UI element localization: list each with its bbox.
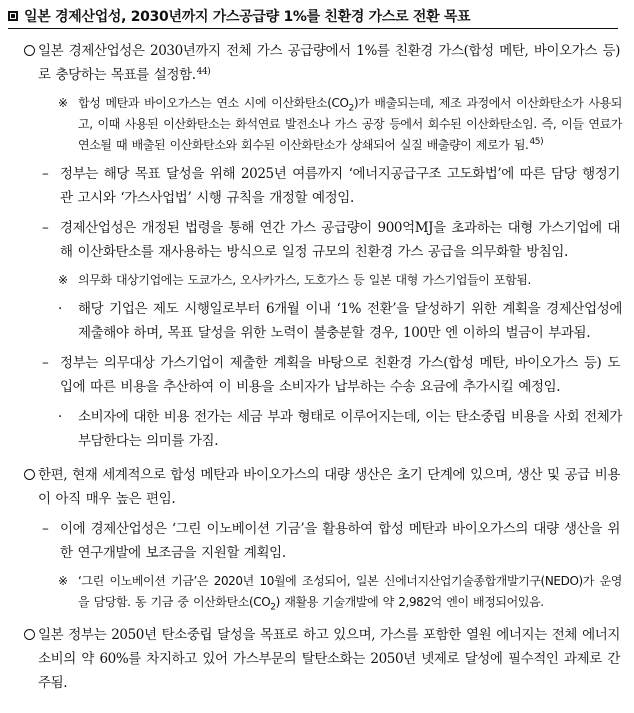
circle-bullet-icon: [24, 469, 35, 480]
square-bullet-icon: [8, 11, 18, 21]
footnote-ref: 44): [196, 66, 211, 77]
note-marker: ※: [58, 273, 68, 287]
note-text: 의무화 대상기업에는 도쿄가스, 오사카가스, 도호가스 등 일본 대형 가스기업들이 포함됨.: [78, 273, 531, 287]
dot-marker: ·: [58, 409, 62, 425]
dot-text: 소비자에 대한 비용 전가는 세금 부과 형태로 이루어지는데, 이는 탄소중립 비용을 사회 전체가 부담한다는 의미를 가짐.: [78, 409, 622, 449]
dash-marker: –: [42, 220, 49, 236]
bullet-item: [8, 463, 626, 511]
heading-underline: [8, 28, 618, 29]
dash-text: 정부는 해당 목표 달성을 위해 2025년 여름까지 ‘에너지공급구조 고도화법’에 따른 담당 행정기관 고시와 ‘가스사업법’ 시행 규칙을 개정할 예정임.: [60, 166, 620, 206]
note-marker: ※: [58, 574, 68, 588]
dash-marker: –: [42, 355, 49, 371]
dash-item: [8, 351, 626, 399]
dash-marker: –: [42, 521, 49, 537]
dot-item: [8, 297, 626, 345]
note-item: [8, 93, 626, 156]
note-text: ‘그린 이노베이션 기금’은 2020년 10월에 조성되어, 일본 신에너지산업기술종합개발기구(NEDO)가 운영을 담당함. 동 기금 중 이산화탄소$(CO_2)$ 재활용 기술개발에 약 2,982억 엔이 배정되어있음.: [78, 574, 622, 613]
dash-text: 경제산업성은 개정된 법령을 통해 연간 가스 공급량이 900억MJ을 초과하는 대형 가스기업에 대해 이산화탄소를 재사용하는 방식으로 일정 규모의 친환경 가스 공급을 의무화할 방침임.: [60, 220, 620, 260]
note-marker: ※: [58, 96, 68, 110]
note-item: [8, 571, 626, 613]
footnote-ref: 45): [529, 137, 544, 147]
dot-text: 해당 기업은 제도 시행일로부터 6개월 이내 ‘1% 전환’을 달성하기 위한 계획을 경제산업성에 제출해야 하며, 목표 달성을 위한 노력이 불충분할 경우, 100만 엔 이하의 벌금이 부과됨.: [78, 301, 622, 341]
note-text: 합성 메탄과 바이오가스는 연소 시에 이산화탄소$(CO_2)$가 배출되는데, 제조 과정에서 이산화탄소가 사용되고, 이때 사용된 이산화탄소는 화석연료 발전소나 가스 공장 등에서 회수된 이산화탄소임. 즉, 이들 연료가 연소될 때 배출된 이산화탄소와 회수된 이산화탄소가 상쇄되어 실질 배출량이 제로가 됨.$^{45)}$: [78, 96, 622, 152]
section-heading-text: 일본 경제산업성, 2030년까지 가스공급량 1%를 친환경 가스로 전환 목표: [24, 9, 471, 25]
dot-item: [8, 405, 626, 453]
dash-text: 정부는 의무대상 가스기업이 제출한 계획을 바탕으로 친환경 가스(합성 메탄, 바이오가스 등) 도입에 따른 비용을 추산하여 이 비용을 소비자가 납부하는 수송 요금에 추가시킬 예정임.: [60, 355, 620, 395]
bullet-text: 일본 정부는 2050년 탄소중립 달성을 목표로 하고 있으며, 가스를 포함한 열원 에너지는 전체 에너지 소비의 약 60%를 차지하고 있어 가스부문의 탈탄소화는 2050년 넷제로 달성에 필수적인 과제로 간주됨.: [38, 627, 620, 691]
dash-item: [8, 216, 626, 264]
circle-bullet-icon: [24, 629, 35, 640]
dash-item: [8, 517, 626, 565]
note-item: [8, 270, 626, 291]
bullet-item: [8, 39, 626, 87]
section-heading: [8, 6, 626, 26]
bullet-text: 일본 경제산업성은 2030년까지 전체 가스 공급량에서 1%를 친환경 가스(합성 메탄, 바이오가스 등)로 충당하는 목표를 설정함.$^{44)}$: [38, 43, 620, 83]
circle-bullet-icon: [24, 45, 35, 56]
bullet-text: 한편, 현재 세계적으로 합성 메탄과 바이오가스의 대량 생산은 초기 단계에 있으며, 생산 및 공급 비용이 아직 매우 높은 편임.: [38, 467, 620, 507]
dot-marker: ·: [58, 301, 62, 317]
dash-marker: –: [42, 166, 49, 182]
dash-text: 이에 경제산업성은 ‘그린 이노베이션 기금’을 활용하여 합성 메탄과 바이오가스의 대량 생산을 위한 연구개발에 보조금을 지원할 계획임.: [60, 521, 620, 561]
dash-item: [8, 162, 626, 210]
bullet-item: [8, 623, 626, 695]
